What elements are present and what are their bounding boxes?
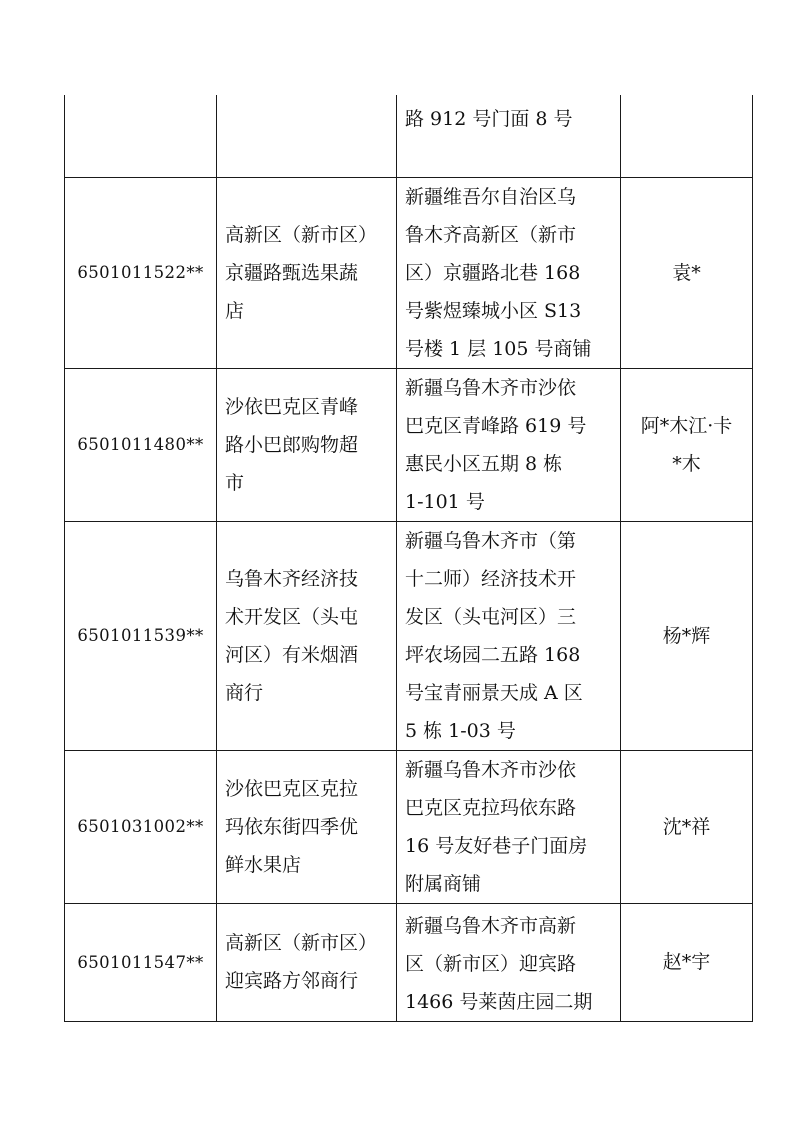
table-row bbox=[65, 903, 753, 1021]
person-name: 杨*辉 bbox=[662, 624, 711, 647]
store-name-line: 高新区（新市区） bbox=[225, 932, 378, 954]
person-cell bbox=[621, 521, 753, 750]
person-cell bbox=[621, 368, 753, 521]
store-name-line: 高新区（新市区） bbox=[225, 223, 378, 246]
address-cell bbox=[397, 521, 621, 750]
store-name-line: 术开发区（头屯 bbox=[225, 605, 359, 628]
table-row bbox=[65, 521, 753, 750]
store-name-line: 沙依巴克区青峰 bbox=[225, 395, 359, 418]
address-cell bbox=[397, 95, 621, 177]
table-row bbox=[65, 368, 753, 521]
store-name-cell bbox=[217, 368, 397, 521]
address-line: 巴克区克拉玛依东路 bbox=[405, 796, 577, 819]
store-name-line: 店 bbox=[225, 299, 245, 322]
address-line: 路 912 号门面 8 号 bbox=[405, 108, 573, 130]
person-name: 阿*木江·卡 bbox=[640, 414, 733, 437]
address-line: 区）京疆路北巷 168 bbox=[405, 261, 581, 284]
address-line: 1-101 号 bbox=[405, 490, 485, 513]
store-name-line: 河区）有米烟酒 bbox=[225, 643, 359, 666]
store-name-cell bbox=[217, 521, 397, 750]
address-line: 新疆乌鲁木齐市（第 bbox=[405, 529, 577, 552]
store-name-line: 市 bbox=[225, 471, 245, 494]
address-line: 号宝青丽景天成 A 区 bbox=[405, 681, 583, 704]
address-line: 5 栋 1-03 号 bbox=[405, 719, 516, 742]
address-line: 坪农场园二五路 168 bbox=[405, 643, 581, 666]
address-cell bbox=[397, 368, 621, 521]
address-line: 新疆维吾尔自治区乌 bbox=[405, 185, 577, 208]
address-line: 鲁木齐高新区（新市 bbox=[405, 223, 577, 246]
address-line: 16 号友好巷子门面房 bbox=[405, 834, 588, 857]
license-code: 6501011480** bbox=[77, 435, 204, 454]
address-line: 1466 号莱茵庄园二期 bbox=[405, 990, 593, 1013]
person-name: 沈*祥 bbox=[662, 815, 711, 838]
store-name-line: 京疆路甄选果蔬 bbox=[225, 261, 359, 284]
store-name-line: 鲜水果店 bbox=[225, 853, 302, 876]
person-cell bbox=[621, 750, 753, 903]
license-code: 6501011539** bbox=[77, 626, 204, 645]
address-line: 十二师）经济技术开 bbox=[405, 567, 577, 590]
store-name-line: 路小巴郎购物超 bbox=[225, 433, 359, 456]
address-line: 号楼 1 层 105 号商铺 bbox=[405, 337, 592, 360]
address-line: 新疆乌鲁木齐市沙依 bbox=[405, 376, 577, 399]
address-line: 惠民小区五期 8 栋 bbox=[405, 452, 563, 475]
store-name-cell bbox=[217, 177, 397, 368]
license-code-cell bbox=[65, 521, 217, 750]
address-cell bbox=[397, 177, 621, 368]
address-cell bbox=[397, 903, 621, 1021]
license-code-cell bbox=[65, 95, 217, 177]
store-name-cell bbox=[217, 750, 397, 903]
store-name-cell bbox=[217, 903, 397, 1021]
person-name: *木 bbox=[672, 452, 701, 475]
store-name-line: 沙依巴克区克拉 bbox=[225, 777, 359, 800]
store-name-line: 商行 bbox=[225, 681, 264, 704]
person-cell bbox=[621, 177, 753, 368]
license-code-cell bbox=[65, 177, 217, 368]
address-line: 新疆乌鲁木齐市高新 bbox=[405, 914, 577, 937]
license-code-cell bbox=[65, 750, 217, 903]
person-cell bbox=[621, 95, 753, 177]
person-name: 赵*宇 bbox=[662, 951, 711, 973]
address-line: 附属商铺 bbox=[405, 872, 482, 895]
license-code: 6501011522** bbox=[77, 263, 204, 282]
address-line: 号紫煜臻城小区 S13 bbox=[405, 299, 582, 322]
store-name-line: 迎宾路方邻商行 bbox=[225, 970, 359, 992]
license-code: 6501031002** bbox=[77, 817, 204, 836]
address-cell bbox=[397, 750, 621, 903]
license-code-cell bbox=[65, 368, 217, 521]
address-line: 发区（头屯河区）三 bbox=[405, 605, 577, 628]
store-name-line: 乌鲁木齐经济技 bbox=[225, 567, 359, 590]
store-name-cell bbox=[217, 95, 397, 177]
table-row bbox=[65, 95, 753, 177]
table-row bbox=[65, 177, 753, 368]
records-table bbox=[64, 95, 753, 1022]
table-row bbox=[65, 750, 753, 903]
license-code: 6501011547** bbox=[77, 952, 204, 972]
store-name-line: 玛依东街四季优 bbox=[225, 815, 359, 838]
address-line: 巴克区青峰路 619 号 bbox=[405, 414, 587, 437]
license-code-cell bbox=[65, 903, 217, 1021]
address-line: 新疆乌鲁木齐市沙依 bbox=[405, 758, 577, 781]
person-name: 袁* bbox=[672, 261, 701, 284]
person-cell bbox=[621, 903, 753, 1021]
address-line: 区（新市区）迎宾路 bbox=[405, 952, 577, 975]
